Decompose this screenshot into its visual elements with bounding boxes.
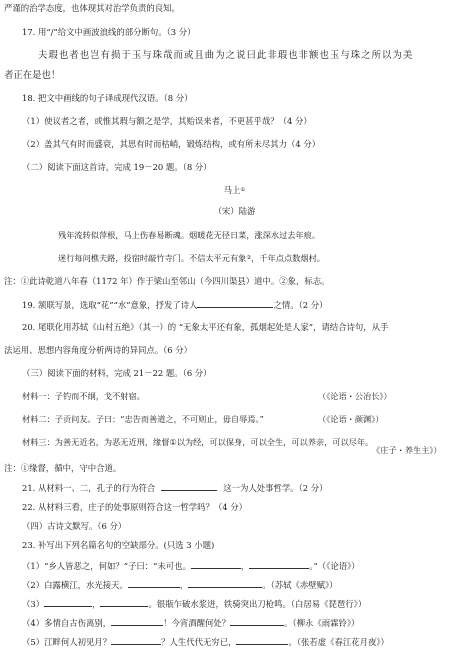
poem-line-1: 残年流转似萍根，马上伤春易断魂。烟暖花无径日菜，涨深水过去年痕。	[58, 230, 321, 240]
question-21: 21. 从材料一、二，孔子的行为符合 这一为人处事哲学。（2 分）	[22, 483, 328, 493]
answer-blank[interactable]	[111, 617, 163, 626]
answer-blank[interactable]	[197, 299, 273, 308]
question-23-item-3: （3） ， 。银瓶乍破水浆迸，铁骑突出刀枪鸣。（白居易《琵琶行》）	[22, 599, 367, 609]
question-18: 18. 把文中画线的句子译成现代汉语。（8 分）	[22, 93, 193, 103]
answer-blank[interactable]	[44, 598, 92, 607]
question-19: 19. 颔联写景，选取“花”“水”意象，抒发了诗人 之情。（2 分）	[22, 300, 328, 310]
question-17-passage: 夫瑕也者也岂有损于玉与珠哉而或且曲为之说曰此非瑕也非额也玉与珠之所以为美	[38, 50, 414, 61]
answer-blank[interactable]	[111, 636, 161, 645]
question-20-cont: 法运用、思想内容角度分析两诗的异同点。（6 分）	[4, 345, 193, 355]
question-23-item-2: （2）白露横江，水光接天。 ， 。（苏轼《赤壁赋》）	[22, 580, 338, 590]
section-3-heading: （三）阅读下面的材料，完成 21－22 题。（6 分）	[22, 368, 212, 378]
poem-author: （宋）陆游	[213, 206, 256, 216]
material-note: 注：①缘督，循中，守中合道。	[4, 463, 122, 473]
answer-blank[interactable]	[249, 560, 309, 569]
question-17: 17. 用“/”给文中画波浪线的部分断句。（3 分）	[22, 27, 196, 37]
material-2: 材料二：子贡问友。子曰：“忠告而善道之，不可则止，毋自辱焉。”	[22, 414, 264, 424]
answer-blank[interactable]	[236, 636, 288, 645]
text-line-intro: 严谨的治学态度，也体现其对治学负责的良知。	[4, 3, 180, 13]
material-3: 材料三：为善无近名，为恶无近刑，缘督①以为经，可以保身，可以全生，可以养亲，可以尽年。	[22, 437, 374, 447]
material-2-source: （《论语・颜渊》）	[318, 414, 384, 424]
answer-blank[interactable]	[100, 598, 148, 607]
question-20: 20. 尾联化用苏轼《山村五绝》（其一）的 “无象太平还有象，孤烟起处是人家”，请结合诗句，从手	[22, 322, 389, 332]
section-2-heading: （二）阅读下面这首诗，完成 19－20 题。（8 分）	[22, 162, 212, 172]
section-4-heading: （四）古诗文默写。（6 分）	[22, 521, 127, 531]
answer-blank[interactable]	[191, 560, 241, 569]
question-23: 23. 补写出下列名篇名句的空缺部分。(只选 3 小题)	[22, 540, 215, 550]
question-18-part-2: （2）盖其气有时而盛衰，其思有时而枯峭，锻炼结构，或有所未尽其力（4 分）	[22, 139, 321, 149]
poem-note: 注：①此诗乾道八年春（1172 年）作于梁山至邻山（今四川渠县）道中。②象，标志。	[4, 276, 330, 286]
answer-blank[interactable]	[188, 579, 262, 588]
question-18-part-1: （1）使议者之者，或惟其瑕与额之是学，其贻误来者，不更甚乎哉？（4 分）	[22, 116, 312, 126]
question-23-item-5: （5）江畔何人初见月？ ？人生代代无穷已， 。（张若虚《春江花月夜》）	[22, 637, 389, 647]
poem-line-2: 迷行每问樵夫路，投宿时敲竹寺门。不信太平元有象②，千年点点数烟村。	[58, 253, 325, 263]
answer-blank[interactable]	[128, 579, 180, 588]
question-23-item-1: （1）“乡人皆恶之，何如？”子曰：“未可也。 ， 。”（《论语》）	[22, 561, 360, 571]
material-3-source: 《庄子・养生主》）	[372, 445, 442, 455]
question-23-item-4: （4）多情自古伤离别， ！今宵酒醒何处？ 。（柳永《雨霖铃》）	[22, 618, 360, 628]
material-1-source: （《论语・公冶长》）	[318, 391, 392, 401]
poem-title: 马上①	[223, 185, 246, 195]
answer-blank[interactable]	[230, 617, 284, 626]
material-1: 材料一：子钓而不纲，戈不射宿。	[22, 391, 145, 401]
question-22: 22. 从材料三看，庄子的处事原则符合这一哲学吗？（4 分）	[22, 502, 247, 512]
question-17-passage-cont: 者正在是也！	[4, 70, 61, 81]
answer-blank[interactable]	[161, 482, 217, 491]
